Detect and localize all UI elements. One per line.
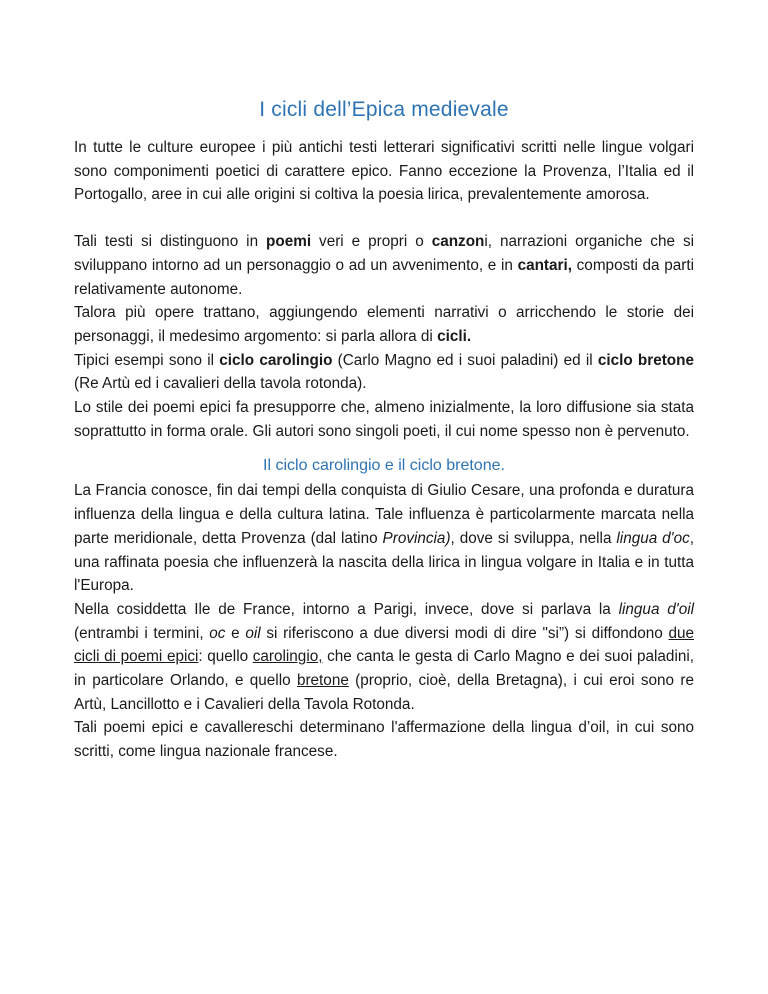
section-heading: Il ciclo carolingio e il ciclo bretone. <box>263 457 505 475</box>
cicli-paragraph <box>74 301 694 348</box>
text-run: , dove si sviluppa, nella <box>450 529 617 547</box>
text-run: (Carlo Magno ed i suoi paladini) ed il <box>332 351 598 369</box>
underlined-term: due cicli di poemi epici <box>74 624 695 666</box>
italic-term: oil <box>245 624 261 642</box>
text-run: composti da parti relativamente autonome. <box>74 256 695 298</box>
bold-term: cicli. <box>437 327 472 345</box>
document-title: I cicli dell’Epica medievale <box>259 98 509 121</box>
paragraph-spacer <box>74 207 694 230</box>
bold-term: ciclo bretone <box>597 351 695 369</box>
text-run: , una raffinata poesia che influenzerà la nascita della lirica in lingua volgare in Italia e in tutta l'Europa. <box>74 529 694 595</box>
text-run: (proprio, cioè, della Bretagna), i cui eroi sono re Artù, Lancillotto e i Cavalieri della Tavola Rotonda. <box>74 672 694 713</box>
text-run: Talora più opere trattano, aggiungendo elementi narrativi o arricchendo le storie dei personaggi, il medesimo argomento: si parla allora di <box>74 304 694 345</box>
poemi-paragraph <box>74 230 694 301</box>
italic-term: Provincia) <box>382 529 451 547</box>
conclusion-paragraph: Tali poemi epici e cavallereschi determinano l'affermazione della lingua d’oil, in cui sono scritti, come lingua nazionale francese. <box>74 719 694 761</box>
style-paragraph: Lo stile dei poemi epici fa presupporre che, almeno inizialmente, la loro diffusione sia stata soprattutto in forma orale. Gli autori sono singoli poeti, il cui nome spesso non è pervenuto. <box>74 399 694 440</box>
intro-paragraph: In tutte le culture europee i più antichi testi letterari significativi scritti nelle lingue volgari sono componimenti poetici di carattere epico. Fanno eccezione la Provenza, l’Italia ed il Portogallo, aree in cui alle origini si coltiva la poesia lirica, prevalentemente amorosa. <box>74 139 694 204</box>
examples-paragraph <box>74 349 694 396</box>
italic-term: oc <box>209 624 226 642</box>
bold-term: ciclo carolingio <box>219 351 333 369</box>
francia-paragraph <box>74 479 694 598</box>
ile-de-france-paragraph <box>74 598 694 717</box>
bold-term: canzon <box>431 233 485 251</box>
text-run: (entrambi i termini, <box>74 624 210 642</box>
italic-term: lingua d'oc <box>616 529 690 547</box>
text-run: Nella cosiddetta Ile de France, intorno a Parigi, invece, dove si parlava la <box>74 600 619 618</box>
text-run: e <box>225 624 246 642</box>
italic-term: lingua d'oil <box>618 600 694 618</box>
underlined-term: bretone <box>296 672 349 690</box>
text-run: si riferiscono a due diversi modi di dire "si”) si diffondono <box>260 624 669 642</box>
text-run: che canta le gesta di Carlo Magno e dei suoi paladini, in particolare Orlando, e quello <box>74 648 694 690</box>
text-run: i, narrazioni organiche che si sviluppano intorno ad un personaggio o ad un avvenimento, e in <box>74 233 694 274</box>
text-run: La Francia conosce, fin dai tempi della conquista di Giulio Cesare, una profonda e duratura influenza della lingua e della cultura latina. Tale influenza è particolarmente marcata nella parte meridionale, detta Provenza (dal latino <box>74 482 694 547</box>
text-run: Tipici esempi sono il <box>74 351 220 369</box>
text-run: Tali testi si distinguono in <box>74 233 267 251</box>
underlined-term: carolingio, <box>252 648 323 666</box>
bold-term: poemi <box>266 233 312 251</box>
text-run: : quello <box>198 648 253 666</box>
text-run: veri e propri o <box>311 233 432 251</box>
bold-term: cantari, <box>517 256 572 274</box>
document-page <box>74 98 694 764</box>
text-run: (Re Artù ed i cavalieri della tavola rotonda). <box>74 375 367 393</box>
